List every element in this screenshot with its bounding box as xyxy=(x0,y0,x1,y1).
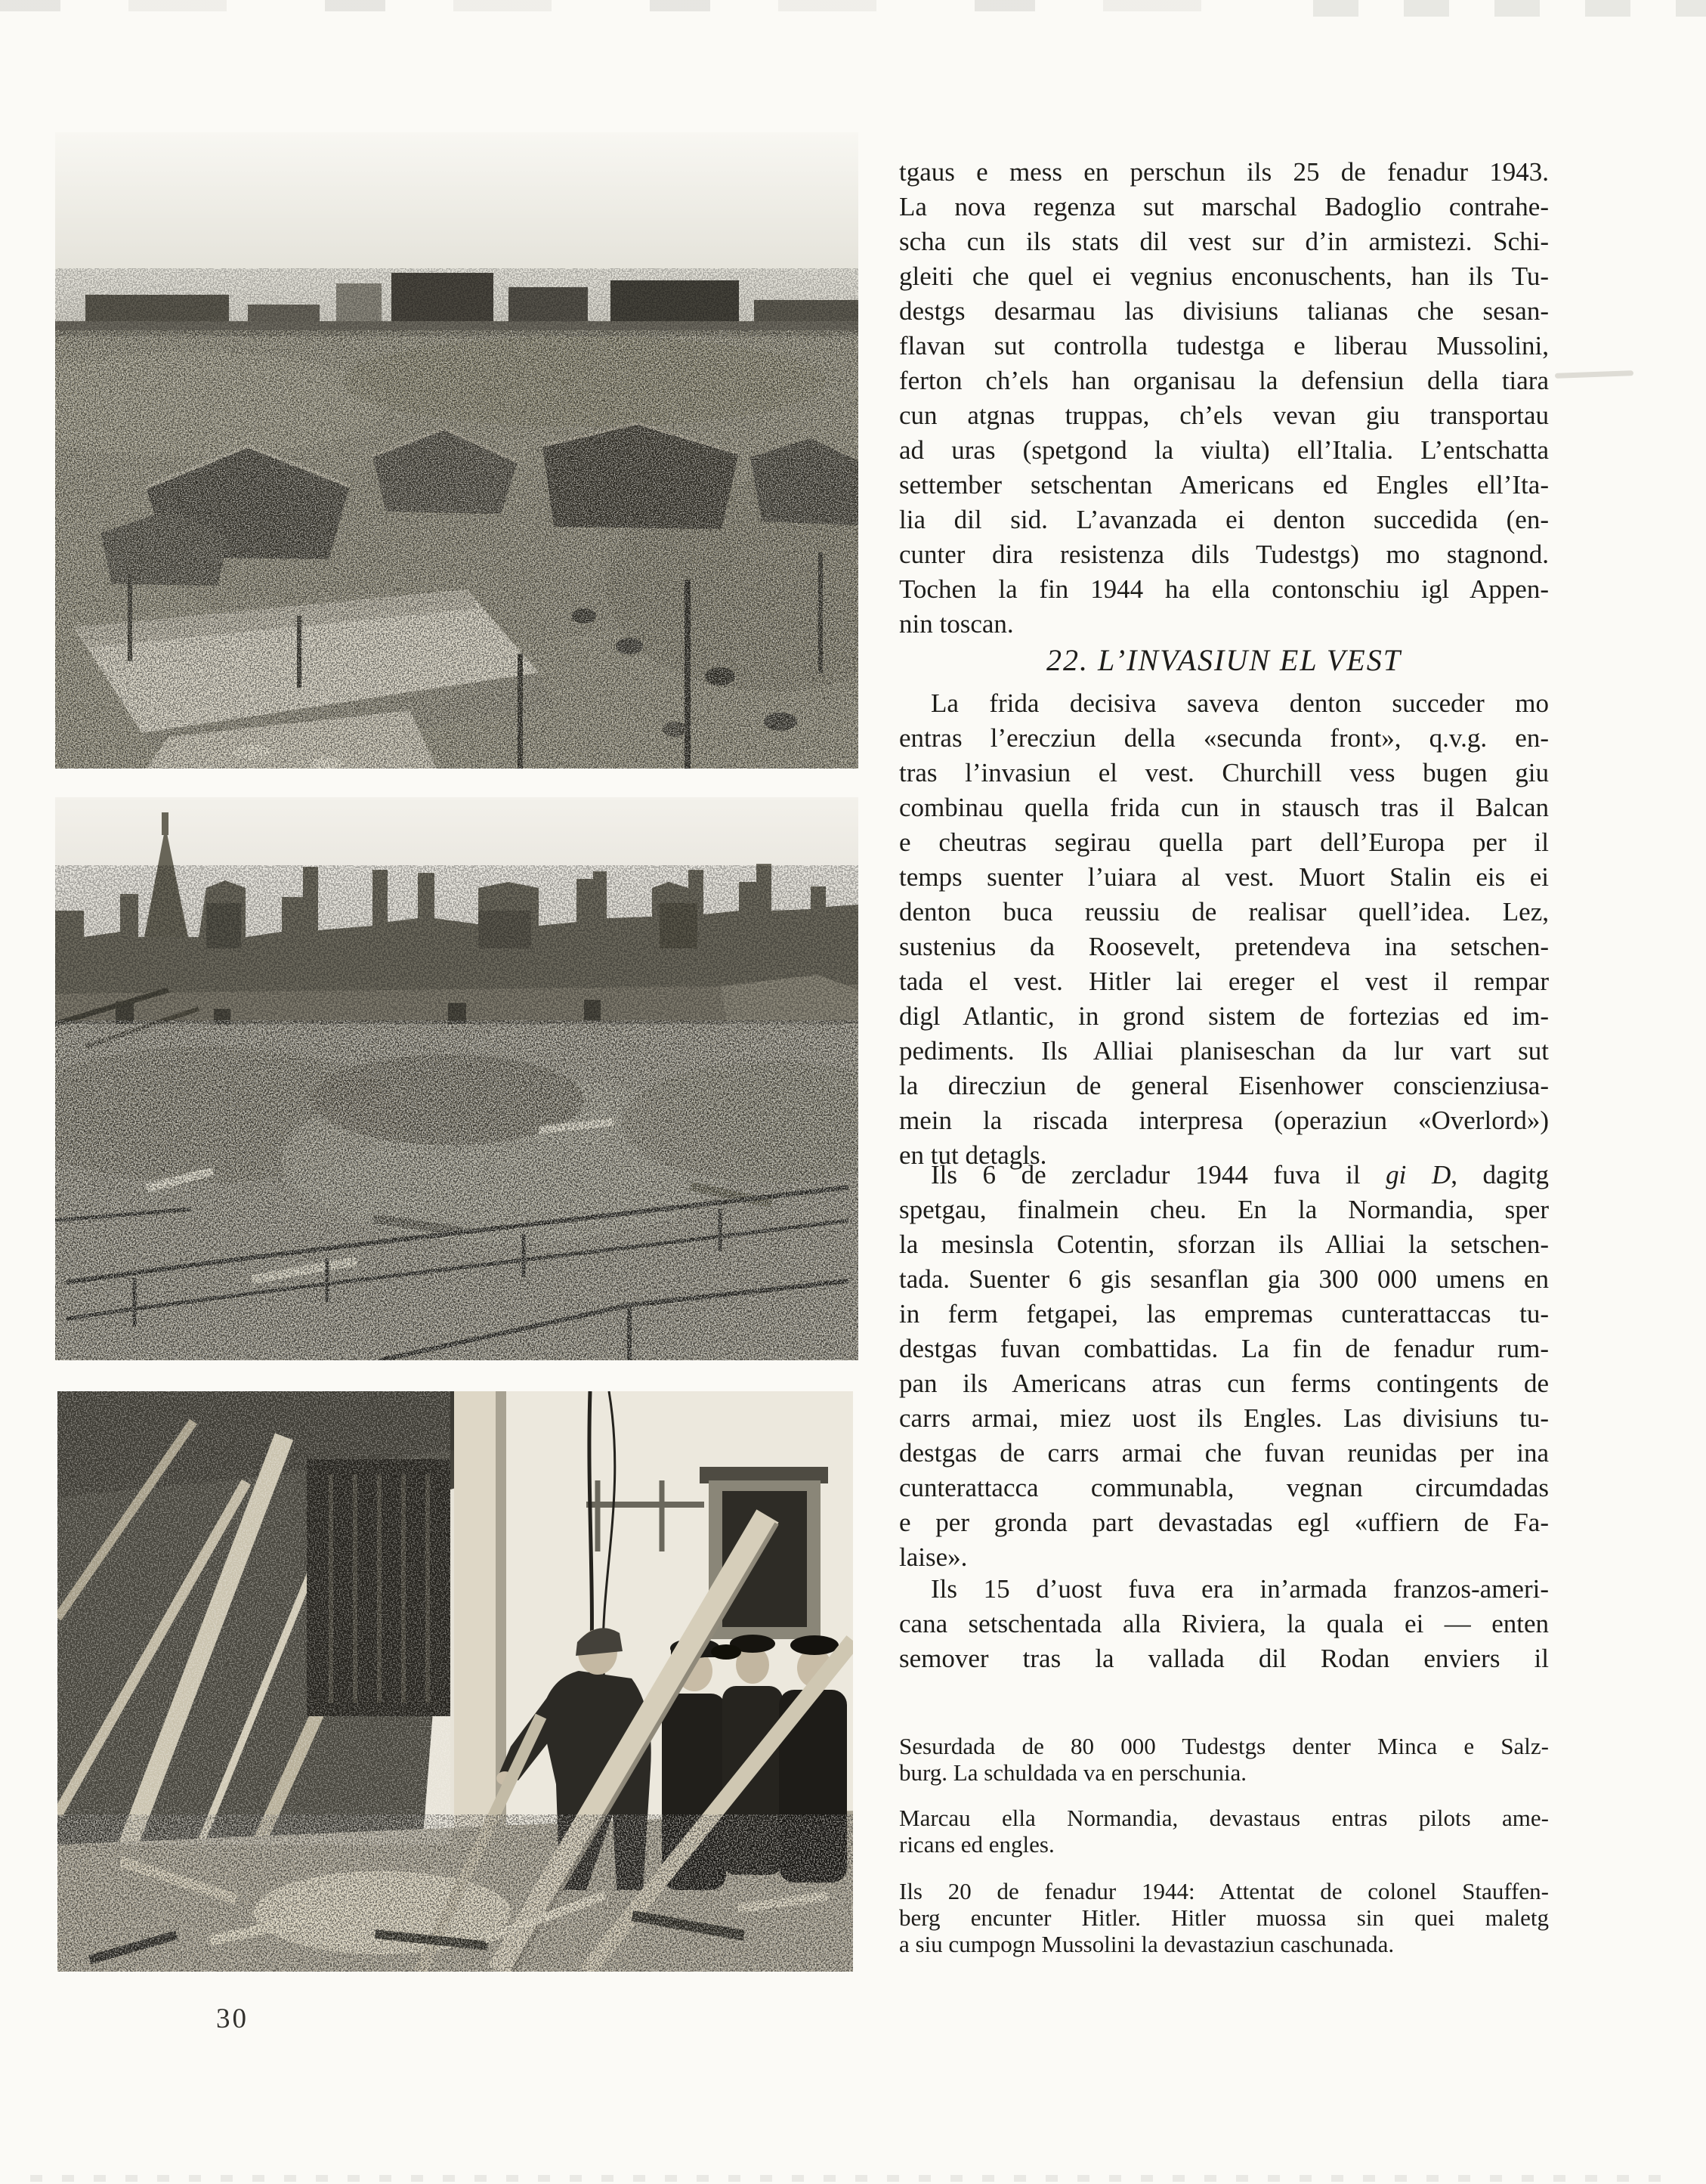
body-paragraph-2 xyxy=(899,686,1549,1173)
text-line: berg encunter Hitler. Hitler muossa sin quei maletg xyxy=(899,1904,1549,1931)
text-line: lia dil sid. L’avanzada ei denton succedida (en- xyxy=(899,505,1549,534)
text-line: a siu cumpogn Mussolini la devastaziun caschunada. xyxy=(899,1931,1395,1957)
text-line: la mesinsla Cotentin, sforzan ils Alliai la setschen- xyxy=(899,1230,1549,1259)
text-line: pediments. Ils Alliai planiseschan da lur vart sut xyxy=(899,1036,1549,1066)
text-line: tras l’invasiun el vest. Churchill vess bugen giu xyxy=(899,758,1549,787)
photo-pow-camp xyxy=(55,132,858,769)
text-line: e cheutras segirau quella part dell’Europa per il xyxy=(899,828,1549,857)
text-line: spetgau, finalmein cheu. En la Normandia, sper xyxy=(899,1195,1549,1224)
text-line: Sesurdada de 80 000 Tudestgs denter Minca e Salz- xyxy=(899,1733,1549,1759)
text-line: tgaus e mess en perschun ils 25 de fenadur 1943. xyxy=(899,157,1549,187)
text-line: sustenius da Roosevelt, pretendeva ina setschen- xyxy=(899,932,1549,961)
section-heading: 22. L’INVASIUN EL VEST xyxy=(1046,643,1402,677)
text-line: nin toscan. xyxy=(899,609,1014,639)
text-line: Ils 6 de zercladur 1944 fuva il gi D, dagitg xyxy=(931,1160,1549,1189)
text-line: scha cun ils stats dil vest sur d’in armistezi. Schi- xyxy=(899,227,1549,256)
text-line: in ferm fetgapei, las empremas cunterattaccas tu- xyxy=(899,1299,1549,1329)
photo-wrecked-hq-room xyxy=(57,1391,853,1972)
photo-caption-3 xyxy=(899,1878,1549,1957)
text-line: ferton ch’els han organisau la defensiun della tiara xyxy=(899,366,1549,395)
scan-artifact-top xyxy=(0,0,1209,11)
text-line: Marcau ella Normandia, devastaus entras pilots ame- xyxy=(899,1805,1549,1831)
text-line: destgas fuvan combattidas. La fin de fenadur rum- xyxy=(899,1334,1549,1363)
text-line: laise». xyxy=(899,1542,968,1572)
text-line: cunter dira resistenza dils Tudestgs) mo stagnond. xyxy=(899,540,1549,569)
text-line: e per gronda part devastadas egl «uffiern de Fa- xyxy=(899,1508,1549,1537)
photo-pow-camp-illustration xyxy=(55,132,858,769)
text-line: gleiti che quel ei vegnius enconuschents, han ils Tu- xyxy=(899,261,1549,291)
page-number: 30 xyxy=(216,2003,249,2034)
text-line: flavan sut controlla tudestga e liberau Mussolini, xyxy=(899,331,1549,360)
text-line: combinau quella frida cun in stausch tras il Balcan xyxy=(899,793,1549,822)
body-paragraph-3 xyxy=(899,1158,1549,1575)
text-line: en tut detagls. xyxy=(899,1140,1047,1170)
text-line: pan ils Americans atras cun ferms contingents de xyxy=(899,1369,1549,1398)
text-line: la direcziun de general Eisenhower conscienziusa- xyxy=(899,1071,1549,1100)
scan-smudge xyxy=(1555,370,1633,379)
text-line: temps suenter l’uiara al vest. Muort Stalin eis ei xyxy=(899,862,1549,892)
photo-ruins-illustration xyxy=(55,797,858,1360)
photo-caption-2 xyxy=(899,1805,1549,1858)
photo-hq-room-illustration xyxy=(57,1391,853,1972)
photo-caption-1 xyxy=(899,1733,1549,1786)
text-line: burg. La schuldada va en perschunia. xyxy=(899,1759,1247,1786)
text-line: cunterattacca communabla, vegnan circumdadas xyxy=(899,1473,1549,1502)
text-line: La frida decisiva saveva denton succeder mo xyxy=(931,688,1549,718)
text-line: Ils 15 d’uost fuva era in’armada franzos-ameri- xyxy=(931,1574,1549,1604)
scan-artifact-bottom xyxy=(30,2175,1662,2182)
text-line: Ils 20 de fenadur 1944: Attentat de colonel Stauffen- xyxy=(899,1878,1549,1904)
text-line: semover tras la vallada dil Rodan enviers il xyxy=(899,1644,1549,1673)
text-line: settember setschentan Americans ed Engles ell’Ita- xyxy=(899,470,1549,500)
text-line: carrs armai, miez uost ils Engles. Las divisiuns tu- xyxy=(899,1403,1549,1433)
text-line: ricans ed engles. xyxy=(899,1831,1055,1858)
text-line: La nova regenza sut marschal Badoglio contrahe- xyxy=(899,192,1549,221)
text-line: cun atgnas truppas, ch’els vevan giu transportau xyxy=(899,401,1549,430)
scan-artifact-top-right xyxy=(1313,0,1706,17)
text-line: cana setschentada alla Riviera, la quala ei — enten xyxy=(899,1609,1549,1638)
body-paragraph-1 xyxy=(899,155,1549,642)
text-line: destgs desarmau las divisiuns talianas che sesan- xyxy=(899,296,1549,326)
text-line: denton buca reussiu de realisar quell’idea. Lez, xyxy=(899,897,1549,926)
text-line: mein la riscada interpresa (operaziun «Overlord») xyxy=(899,1106,1549,1135)
text-line: tada. Suenter 6 gis sesanflan gia 300 000 umens en xyxy=(899,1264,1549,1294)
text-line: destgas de carrs armai che fuvan reunidas per ina xyxy=(899,1438,1549,1468)
body-paragraph-4 xyxy=(899,1572,1549,1676)
text-line: entras l’erecziun della «secunda front», q.v.g. en- xyxy=(899,723,1549,753)
text-line: ad uras (spetgond la viulta) ell’Italia. L’entschatta xyxy=(899,435,1549,465)
text-line: tada el vest. Hitler lai ereger el vest il rempar xyxy=(899,967,1549,996)
text-line: digl Atlantic, in grond sistem de fortezias ed im- xyxy=(899,1001,1549,1031)
text-line: Tochen la fin 1944 ha ella contonschiu igl Appen- xyxy=(899,574,1549,604)
photo-ruins-normandy xyxy=(55,797,858,1360)
